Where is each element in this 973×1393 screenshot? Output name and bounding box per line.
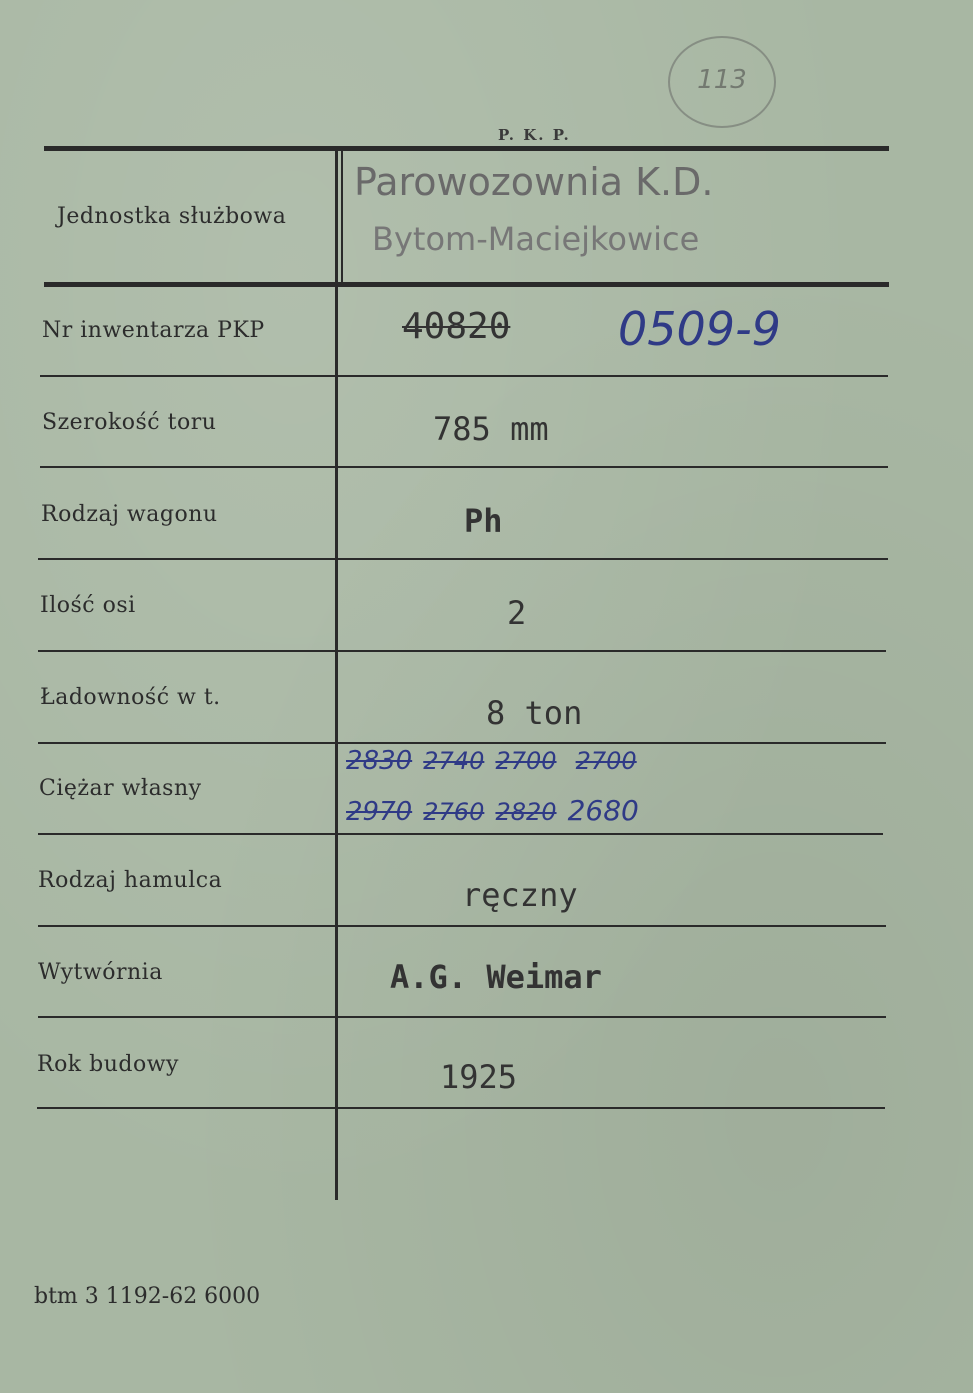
label-ciezar: Ciężar własny: [39, 776, 202, 801]
value-ilosc-osi: 2: [507, 594, 527, 632]
value-hamulec: ręczny: [462, 876, 578, 914]
weight-2c: 2820: [495, 798, 557, 826]
rule-6: [38, 742, 886, 744]
column-divider-upper: [341, 150, 343, 285]
new-inventory-number: 0509-9: [618, 302, 781, 356]
weight-1d: 2700: [575, 747, 637, 775]
rule-8: [38, 925, 886, 927]
rule-9: [38, 1016, 886, 1018]
weight-line-1: [346, 746, 637, 776]
org-heading: P. K. P.: [498, 126, 571, 144]
label-wytwornia: Wytwórnia: [38, 960, 163, 985]
value-wytwornia: A.G. Weimar: [390, 958, 602, 996]
page-number-circle: 113: [668, 36, 776, 128]
weight-1a: 2830: [346, 746, 413, 776]
weight-1c: 2700: [495, 747, 557, 775]
value-rodzaj-wagonu: Ph: [464, 502, 503, 540]
rule-3: [40, 466, 888, 468]
label-rodzaj-wagonu: Rodzaj wagonu: [41, 502, 218, 527]
column-divider: [335, 150, 338, 1200]
label-rok: Rok budowy: [37, 1052, 179, 1077]
stamp-line-2: Bytom-Maciejkowice: [372, 220, 700, 258]
weight-2a: 2970: [346, 797, 413, 827]
value-ladownosc: 8 ton: [486, 694, 583, 732]
label-hamulec: Rodzaj hamulca: [38, 868, 223, 893]
rule-7: [38, 833, 883, 835]
weight-line-2: [346, 794, 639, 827]
stamp-line-1: Parowozownia K.D.: [354, 160, 714, 204]
weight-2b: 2760: [423, 798, 485, 826]
label-nr-inwentarza: Nr inwentarza PKP: [42, 318, 265, 343]
weight-2d: 2680: [567, 794, 639, 827]
rule-10: [37, 1107, 885, 1109]
value-szerokosc: 785 mm: [433, 410, 549, 448]
value-rok: 1925: [440, 1058, 518, 1096]
label-szerokosc: Szerokość toru: [42, 410, 217, 435]
label-jednostka: Jednostka służbowa: [57, 204, 287, 229]
print-code: btm 3 1192-62 6000: [34, 1284, 261, 1309]
rule-4: [38, 558, 888, 560]
rule-5: [38, 650, 886, 652]
rule-2: [40, 375, 888, 377]
old-inventory-number: 40820: [402, 306, 511, 347]
top-rule: [44, 146, 889, 151]
rule-1: [44, 282, 889, 287]
label-ladownosc: Ładowność w t.: [40, 685, 221, 710]
weight-1b: 2740: [423, 747, 485, 775]
label-ilosc-osi: Ilość osi: [40, 593, 136, 618]
